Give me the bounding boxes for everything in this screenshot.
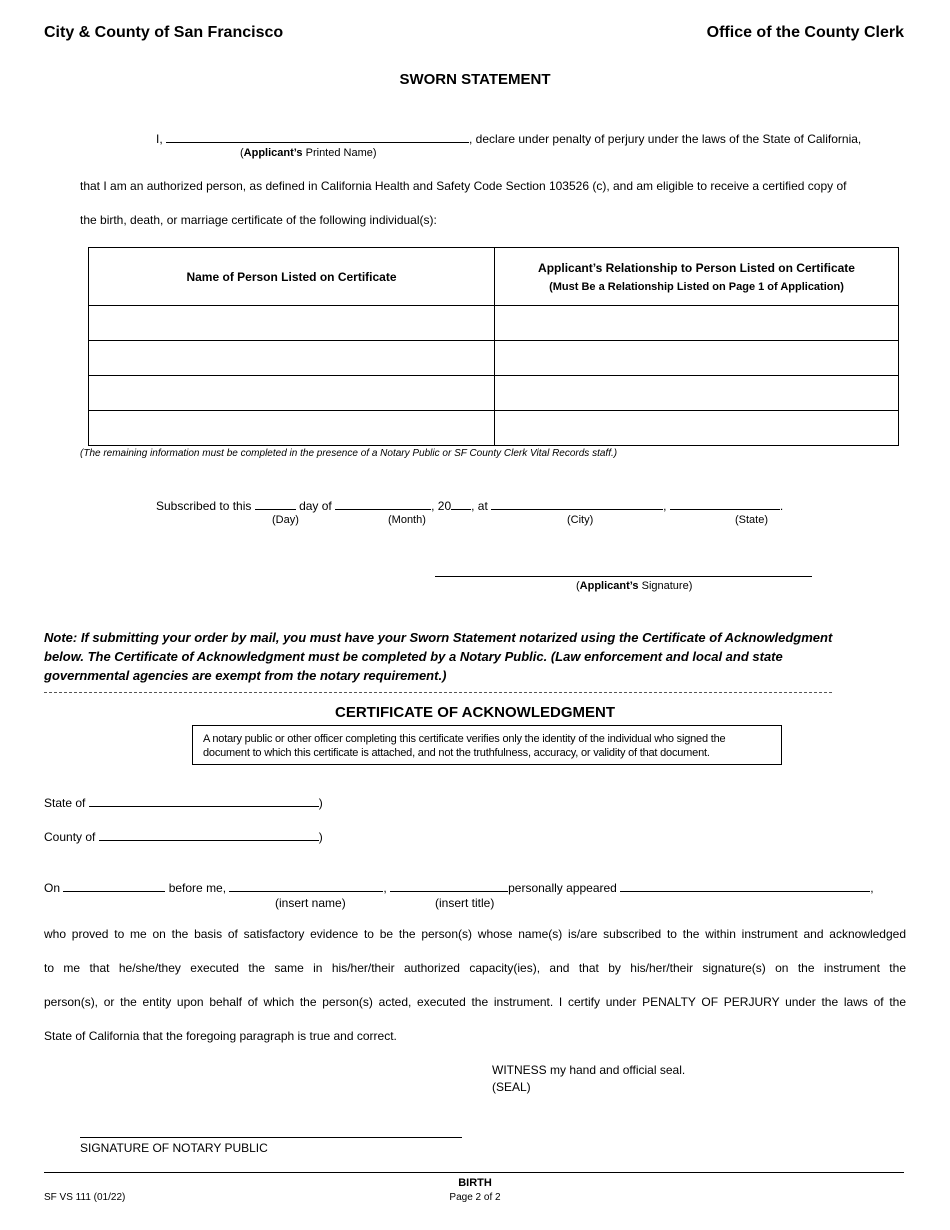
witness-text: WITNESS my hand and official seal. (492, 1063, 686, 1077)
table-row (89, 341, 899, 376)
county-of-field[interactable] (99, 828, 319, 841)
col-relationship-sub: (Must Be a Relationship Listed on Page 1 of Application) (549, 280, 844, 293)
city-caption: (City) (567, 514, 594, 526)
certificate-type: BIRTH (458, 1177, 492, 1189)
table-header-row (89, 248, 899, 306)
date-field[interactable] (63, 879, 165, 892)
person-name-cell[interactable] (89, 411, 495, 446)
office-name: Office of the County Clerk (706, 24, 904, 41)
notary-signature-line[interactable] (80, 1137, 462, 1138)
seal-text: (SEAL) (492, 1080, 531, 1094)
city-field[interactable] (491, 497, 663, 510)
ack-paragraph-3: person(s), or the entity upon behalf of which the person(s) acted, executed the instrument. I certify under PENALTY OF PERJURY under the laws of the (44, 995, 906, 1009)
insert-name-caption: (insert name) (275, 896, 346, 910)
state-field[interactable] (670, 497, 780, 510)
year-field[interactable] (451, 497, 471, 510)
ack-paragraph-1: who proved to me on the basis of satisfactory evidence to be the person(s) whose name(s) is/are subscribed to the within instrument and acknowledged (44, 927, 906, 941)
table-row (89, 306, 899, 341)
month-field[interactable] (335, 497, 431, 510)
insert-title-field[interactable] (390, 879, 508, 892)
insert-title-caption: (insert title) (435, 896, 495, 910)
agency-name: City & County of San Francisco (44, 24, 284, 41)
insert-name-field[interactable] (229, 879, 383, 892)
person-name-cell[interactable] (89, 341, 495, 376)
declaration-suffix: , declare under penalty of perjury under the laws of the State of California, (469, 132, 862, 146)
day-field[interactable] (255, 497, 296, 510)
personally-appeared-field[interactable] (620, 879, 870, 892)
ack-paragraph-2: to me that he/she/they executed the same in his/her/their authorized capacity(ies), and that by his/her/their signature(s) on the instrument the (44, 961, 906, 975)
ack-paragraph-4: State of California that the foregoing paragraph is true and correct. (44, 1029, 397, 1043)
col-person-name: Name of Person Listed on Certificate (89, 248, 495, 306)
person-name-cell[interactable] (89, 376, 495, 411)
mail-note-line-1: Note: If submitting your order by mail, you must have your Sworn Statement notarized using the Certificate of Acknowledgment (44, 630, 833, 645)
cut-line-divider (44, 692, 832, 693)
county-of-line: County of ) (44, 830, 323, 844)
applicant-signature-line[interactable] (435, 576, 812, 577)
relationship-cell[interactable] (495, 411, 899, 446)
notary-presence-note: (The remaining information must be completed in the presence of a Notary Public or SF County Clerk Vital Records staff.) (80, 448, 618, 459)
month-caption: (Month) (388, 514, 426, 526)
state-of-line: State of ) (44, 796, 323, 810)
declaration-line (156, 130, 861, 146)
relationship-cell[interactable] (495, 306, 899, 341)
applicant-signature-caption: (Applicant’s Signature) (576, 580, 693, 592)
state-caption: (State) (735, 514, 769, 526)
form-number: SF VS 111 (01/22) (44, 1192, 126, 1203)
table-row (89, 376, 899, 411)
page-title: SWORN STATEMENT (399, 71, 551, 88)
mail-note-line-3: governmental agencies are exempt from the notary requirement.) (44, 668, 447, 683)
col-relationship: Applicant’s Relationship to Person Listed on Certificate (Must Be a Relationship Listed on Page 1 of Application) (495, 248, 899, 306)
subscribed-line: Subscribed to this day of , 20 , at , . (156, 499, 784, 513)
applicant-name-field[interactable] (166, 130, 469, 143)
applicant-name-caption: (Applicant’s Printed Name) (240, 147, 377, 159)
certificate-disclaimer-box: A notary public or other officer completing this certificate verifies only the identity of the individual who signed the document to which this certificate is attached, and not the truthfulness, accuracy, or validity of that document. (192, 725, 782, 765)
table-row (89, 411, 899, 446)
certificate-title: CERTIFICATE OF ACKNOWLEDGMENT (335, 704, 615, 721)
state-of-field[interactable] (89, 794, 319, 807)
declaration-prefix: I, (156, 132, 163, 146)
on-date-line: On before me, , personally appeared , (44, 881, 874, 895)
person-name-cell[interactable] (89, 306, 495, 341)
day-caption: (Day) (272, 514, 299, 526)
relationship-table (88, 247, 899, 446)
relationship-cell[interactable] (495, 376, 899, 411)
relationship-cell[interactable] (495, 341, 899, 376)
notary-signature-label: SIGNATURE OF NOTARY PUBLIC (80, 1141, 268, 1155)
declaration-line-2: that I am an authorized person, as defined in California Health and Safety Code Section 103526 (c), and am eligible to receive a certified copy of (80, 179, 847, 193)
page-number: Page 2 of 2 (449, 1192, 501, 1203)
declaration-line-3: the birth, death, or marriage certificate of the following individual(s): (80, 213, 437, 227)
mail-note-line-2: below. The Certificate of Acknowledgment must be completed by a Notary Public. (Law enforcement and local and state (44, 649, 783, 664)
footer-rule (44, 1172, 904, 1173)
